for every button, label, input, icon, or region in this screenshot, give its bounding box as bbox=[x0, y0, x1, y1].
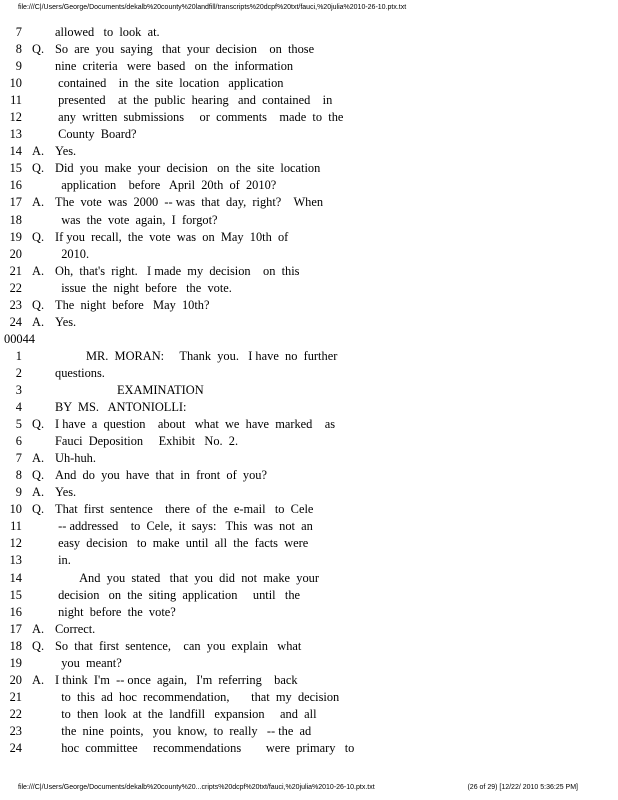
transcript-line bbox=[0, 246, 618, 263]
transcript-line bbox=[0, 552, 618, 569]
line-text: hoc committee recommendations were primary to bbox=[55, 740, 355, 755]
footer-file-path: file:///C|/Users/George/Documents/dekalb%20county%20...cripts%20dcpf%20txt/fauci,%20julia%2010-26-10.ptx.txt bbox=[18, 784, 375, 791]
line-number: 11 bbox=[10, 93, 22, 108]
transcript-line bbox=[0, 723, 618, 740]
speaker-marker: A. bbox=[32, 195, 45, 210]
line-text: Yes. bbox=[55, 485, 77, 500]
line-number: 24 bbox=[9, 740, 22, 755]
transcript-line bbox=[0, 229, 618, 246]
line-number: 13 bbox=[9, 553, 22, 568]
speaker-marker: Q. bbox=[32, 161, 45, 176]
transcript-line bbox=[0, 58, 618, 75]
line-text: Yes. bbox=[55, 144, 77, 159]
transcript-line bbox=[0, 501, 618, 518]
line-number: 4 bbox=[15, 400, 22, 415]
speaker-marker: Q. bbox=[32, 42, 45, 57]
transcript-line bbox=[0, 314, 618, 331]
line-text: Yes. bbox=[55, 314, 77, 329]
line-number: 10 bbox=[9, 502, 22, 517]
line-text: So that first sentence, can you explain what bbox=[55, 638, 302, 653]
line-text: BY MS. ANTONIOLLI: bbox=[55, 400, 187, 415]
transcript-line bbox=[0, 689, 618, 706]
footer-page-info: (26 of 29) [12/22/ 2010 5:36:25 PM] bbox=[467, 784, 578, 791]
line-text: issue the night before the vote. bbox=[55, 280, 232, 295]
line-number: 9 bbox=[15, 485, 22, 500]
transcript-line bbox=[0, 263, 618, 280]
page-number: 00044 bbox=[4, 331, 35, 346]
line-text: Did you make your decision on the site location bbox=[55, 161, 321, 176]
speaker-marker: Q. bbox=[32, 297, 45, 312]
line-text: That first sentence there of the e-mail to Cele bbox=[55, 502, 314, 517]
transcript-body bbox=[0, 24, 618, 757]
line-number: 14 bbox=[9, 570, 22, 585]
line-number: 15 bbox=[9, 161, 22, 176]
transcript-line bbox=[0, 535, 618, 552]
line-text: presented at the public hearing and contained in bbox=[55, 93, 333, 108]
line-number: 16 bbox=[9, 604, 22, 619]
line-text: Oh, that's right. I made my decision on this bbox=[55, 263, 300, 278]
line-text: allowed to look at. bbox=[55, 25, 160, 39]
speaker-marker: Q. bbox=[32, 229, 45, 244]
line-number: 5 bbox=[15, 417, 22, 432]
line-text: nine criteria were based on the information bbox=[55, 59, 294, 74]
line-number: 23 bbox=[9, 297, 22, 312]
speaker-marker: A. bbox=[32, 621, 45, 636]
line-text: to this ad hoc recommendation, that my decision bbox=[55, 689, 340, 704]
line-text: was the vote again, I forgot? bbox=[55, 212, 218, 227]
line-text: the nine points, you know, to really -- the ad bbox=[55, 723, 312, 738]
line-text: questions. bbox=[55, 365, 105, 380]
line-number: 20 bbox=[9, 246, 22, 261]
line-number: 16 bbox=[9, 178, 22, 193]
speaker-marker: A. bbox=[32, 485, 45, 500]
line-number: 12 bbox=[9, 536, 22, 551]
line-text: And you stated that you did not make your bbox=[55, 570, 319, 585]
line-number: 8 bbox=[15, 468, 22, 483]
line-text: night before the vote? bbox=[55, 604, 176, 619]
line-number: 18 bbox=[9, 212, 22, 227]
line-number: 2 bbox=[15, 365, 22, 380]
line-number: 8 bbox=[15, 42, 22, 57]
transcript-line bbox=[0, 297, 618, 314]
transcript-line bbox=[0, 604, 618, 621]
line-text: easy decision to make until all the facts were bbox=[55, 536, 309, 551]
line-text: in. bbox=[55, 553, 71, 568]
line-text: I have a question about what we have marked as bbox=[55, 417, 336, 432]
transcript-line bbox=[0, 194, 618, 211]
line-number: 19 bbox=[9, 655, 22, 670]
transcript-line bbox=[0, 706, 618, 723]
transcript-line bbox=[0, 570, 618, 587]
line-text: So are you saying that your decision on those bbox=[55, 42, 315, 57]
transcript-line bbox=[0, 467, 618, 484]
transcript-line bbox=[0, 143, 618, 160]
speaker-marker: A. bbox=[32, 263, 45, 278]
line-number: 11 bbox=[10, 519, 22, 534]
transcript-line bbox=[0, 672, 618, 689]
line-text: you meant? bbox=[55, 655, 122, 670]
line-number: 17 bbox=[9, 621, 22, 636]
line-text: The vote was 2000 -- was that day, right? When bbox=[55, 195, 324, 210]
line-text: EXAMINATION bbox=[55, 382, 204, 397]
speaker-marker: A. bbox=[32, 144, 45, 159]
line-text: Correct. bbox=[55, 621, 96, 636]
speaker-marker: Q. bbox=[32, 417, 45, 432]
transcript-line bbox=[0, 280, 618, 297]
line-text: 2010. bbox=[55, 246, 90, 261]
transcript-line bbox=[0, 450, 618, 467]
transcript-line bbox=[0, 160, 618, 177]
page-number-marker bbox=[0, 331, 618, 348]
line-number: 14 bbox=[9, 144, 22, 159]
transcript-line bbox=[0, 109, 618, 126]
line-number: 13 bbox=[9, 127, 22, 142]
line-number: 20 bbox=[9, 672, 22, 687]
transcript-line bbox=[0, 740, 618, 757]
transcript-line bbox=[0, 382, 618, 399]
line-text: Fauci Deposition Exhibit No. 2. bbox=[55, 434, 239, 449]
line-text: I think I'm -- once again, I'm referring back bbox=[55, 672, 298, 687]
speaker-marker: Q. bbox=[32, 502, 45, 517]
speaker-marker: Q. bbox=[32, 638, 45, 653]
line-number: 3 bbox=[15, 382, 22, 397]
transcript-line bbox=[0, 126, 618, 143]
transcript-line bbox=[0, 416, 618, 433]
line-number: 10 bbox=[9, 76, 22, 91]
transcript-line bbox=[0, 212, 618, 229]
line-number: 6 bbox=[15, 434, 22, 449]
line-number: 1 bbox=[15, 348, 22, 363]
line-text: decision on the siting application until the bbox=[55, 587, 301, 602]
line-text: Uh-huh. bbox=[55, 451, 96, 466]
transcript-line bbox=[0, 177, 618, 194]
transcript-line bbox=[0, 587, 618, 604]
transcript-line bbox=[0, 399, 618, 416]
speaker-marker: A. bbox=[32, 672, 45, 687]
transcript-line bbox=[0, 638, 618, 655]
line-number: 15 bbox=[9, 587, 22, 602]
line-number: 7 bbox=[15, 25, 22, 39]
line-number: 17 bbox=[9, 195, 22, 210]
transcript-line bbox=[0, 365, 618, 382]
speaker-marker: A. bbox=[32, 451, 45, 466]
line-number: 21 bbox=[9, 263, 22, 278]
line-number: 7 bbox=[15, 451, 22, 466]
file-path-header: file:///C|/Users/George/Documents/dekalb%20county%20landfill/transcripts%20dcpf%20txt/fauci,%20julia%2010-26-10.ptx.txt bbox=[18, 4, 407, 11]
line-text: And do you have that in front of you? bbox=[55, 468, 267, 483]
transcript-line bbox=[0, 518, 618, 535]
transcript-line bbox=[0, 24, 618, 41]
line-number: 9 bbox=[15, 59, 22, 74]
line-number: 18 bbox=[9, 638, 22, 653]
line-number: 22 bbox=[9, 706, 22, 721]
transcript-line bbox=[0, 621, 618, 638]
line-text: to then look at the landfill expansion and all bbox=[55, 706, 317, 721]
line-text: -- addressed to Cele, it says: This was not an bbox=[55, 519, 313, 534]
line-number: 19 bbox=[9, 229, 22, 244]
speaker-marker: Q. bbox=[32, 468, 45, 483]
transcript-line bbox=[0, 484, 618, 501]
line-number: 22 bbox=[9, 280, 22, 295]
line-text: application before April 20th of 2010? bbox=[55, 178, 277, 193]
transcript-line bbox=[0, 92, 618, 109]
transcript-line bbox=[0, 433, 618, 450]
line-text: If you recall, the vote was on May 10th of bbox=[55, 229, 289, 244]
line-text: The night before May 10th? bbox=[55, 297, 210, 312]
line-number: 21 bbox=[9, 689, 22, 704]
line-number: 24 bbox=[9, 314, 22, 329]
line-number: 12 bbox=[9, 110, 22, 125]
line-number: 23 bbox=[9, 723, 22, 738]
transcript-line bbox=[0, 41, 618, 58]
line-text: any written submissions or comments made to the bbox=[55, 110, 344, 125]
transcript-line bbox=[0, 75, 618, 92]
transcript-line bbox=[0, 348, 618, 365]
line-text: County Board? bbox=[55, 127, 137, 142]
speaker-marker: A. bbox=[32, 314, 45, 329]
line-text: contained in the site location application bbox=[55, 76, 284, 91]
transcript-line bbox=[0, 655, 618, 672]
line-text: MR. MORAN: Thank you. I have no further bbox=[55, 348, 338, 363]
